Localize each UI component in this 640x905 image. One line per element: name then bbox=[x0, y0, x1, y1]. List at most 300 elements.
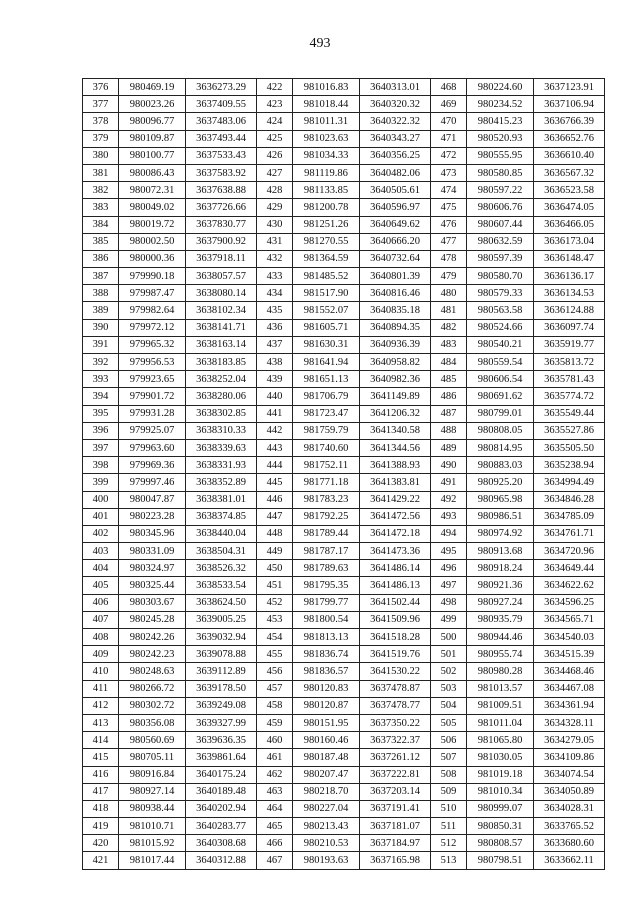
x-coordinate-cell: 980160.46 bbox=[293, 732, 360, 749]
table-row bbox=[431, 818, 605, 835]
table-row bbox=[83, 113, 257, 130]
point-number-cell: 511 bbox=[431, 818, 467, 835]
table-row bbox=[83, 96, 257, 113]
y-coordinate-cell: 3638080.14 bbox=[186, 285, 257, 302]
table-row bbox=[431, 164, 605, 181]
table-row bbox=[431, 525, 605, 542]
coordinate-table-2 bbox=[256, 78, 431, 870]
table-row bbox=[257, 405, 431, 422]
table-row bbox=[431, 422, 605, 439]
y-coordinate-cell: 3640816.46 bbox=[360, 285, 431, 302]
point-number-cell: 513 bbox=[431, 852, 467, 869]
y-coordinate-cell: 3637203.14 bbox=[360, 783, 431, 800]
point-number-cell: 383 bbox=[83, 199, 119, 216]
point-number-cell: 410 bbox=[83, 663, 119, 680]
point-number-cell: 420 bbox=[83, 835, 119, 852]
y-coordinate-cell: 3637106.94 bbox=[534, 96, 605, 113]
point-number-cell: 381 bbox=[83, 164, 119, 181]
table-row bbox=[257, 783, 431, 800]
x-coordinate-cell: 980223.28 bbox=[119, 508, 186, 525]
table-row bbox=[257, 577, 431, 594]
x-coordinate-cell: 980109.87 bbox=[119, 130, 186, 147]
x-coordinate-cell: 980187.48 bbox=[293, 749, 360, 766]
point-number-cell: 424 bbox=[257, 113, 293, 130]
y-coordinate-cell: 3634028.31 bbox=[534, 800, 605, 817]
x-coordinate-cell: 980302.72 bbox=[119, 697, 186, 714]
table-row bbox=[431, 611, 605, 628]
table-row bbox=[431, 714, 605, 731]
point-number-cell: 401 bbox=[83, 508, 119, 525]
point-number-cell: 387 bbox=[83, 268, 119, 285]
y-coordinate-cell: 3640343.27 bbox=[360, 130, 431, 147]
y-coordinate-cell: 3634565.71 bbox=[534, 611, 605, 628]
table-row bbox=[257, 766, 431, 783]
table-row bbox=[431, 79, 605, 96]
y-coordinate-cell: 3640835.18 bbox=[360, 302, 431, 319]
x-coordinate-cell: 981795.35 bbox=[293, 577, 360, 594]
x-coordinate-cell: 980234.52 bbox=[467, 96, 534, 113]
y-coordinate-cell: 3634846.28 bbox=[534, 491, 605, 508]
x-coordinate-cell: 981009.51 bbox=[467, 697, 534, 714]
point-number-cell: 446 bbox=[257, 491, 293, 508]
y-coordinate-cell: 3636766.39 bbox=[534, 113, 605, 130]
x-coordinate-cell: 979963.60 bbox=[119, 439, 186, 456]
table-row bbox=[257, 336, 431, 353]
point-number-cell: 428 bbox=[257, 182, 293, 199]
point-number-cell: 498 bbox=[431, 594, 467, 611]
x-coordinate-cell: 980913.68 bbox=[467, 543, 534, 560]
table-row bbox=[257, 79, 431, 96]
table-row bbox=[257, 96, 431, 113]
x-coordinate-cell: 981485.52 bbox=[293, 268, 360, 285]
point-number-cell: 457 bbox=[257, 680, 293, 697]
point-number-cell: 407 bbox=[83, 611, 119, 628]
table-row bbox=[431, 543, 605, 560]
coordinate-table-1 bbox=[82, 78, 257, 870]
x-coordinate-cell: 981011.04 bbox=[467, 714, 534, 731]
y-coordinate-cell: 3634361.94 bbox=[534, 697, 605, 714]
x-coordinate-cell: 981759.79 bbox=[293, 422, 360, 439]
table-row bbox=[257, 680, 431, 697]
x-coordinate-cell: 981015.92 bbox=[119, 835, 186, 852]
y-coordinate-cell: 3638526.32 bbox=[186, 560, 257, 577]
x-coordinate-cell: 980916.84 bbox=[119, 766, 186, 783]
y-coordinate-cell: 3641383.81 bbox=[360, 474, 431, 491]
y-coordinate-cell: 3638163.14 bbox=[186, 336, 257, 353]
point-number-cell: 450 bbox=[257, 560, 293, 577]
point-number-cell: 510 bbox=[431, 800, 467, 817]
y-coordinate-cell: 3640666.20 bbox=[360, 233, 431, 250]
point-number-cell: 409 bbox=[83, 646, 119, 663]
table-row bbox=[257, 439, 431, 456]
x-coordinate-cell: 980955.74 bbox=[467, 646, 534, 663]
table-row bbox=[83, 422, 257, 439]
point-number-cell: 441 bbox=[257, 405, 293, 422]
table-row bbox=[83, 611, 257, 628]
x-coordinate-cell: 980100.77 bbox=[119, 147, 186, 164]
y-coordinate-cell: 3640482.06 bbox=[360, 164, 431, 181]
point-number-cell: 385 bbox=[83, 233, 119, 250]
y-coordinate-cell: 3636136.17 bbox=[534, 268, 605, 285]
y-coordinate-cell: 3637165.98 bbox=[360, 852, 431, 869]
point-number-cell: 377 bbox=[83, 96, 119, 113]
y-coordinate-cell: 3640283.77 bbox=[186, 818, 257, 835]
point-number-cell: 491 bbox=[431, 474, 467, 491]
y-coordinate-cell: 3638504.31 bbox=[186, 543, 257, 560]
x-coordinate-cell: 980002.50 bbox=[119, 233, 186, 250]
x-coordinate-cell: 981771.18 bbox=[293, 474, 360, 491]
point-number-cell: 400 bbox=[83, 491, 119, 508]
point-number-cell: 402 bbox=[83, 525, 119, 542]
point-number-cell: 382 bbox=[83, 182, 119, 199]
point-number-cell: 476 bbox=[431, 216, 467, 233]
point-number-cell: 492 bbox=[431, 491, 467, 508]
table-row bbox=[431, 508, 605, 525]
x-coordinate-cell: 980927.24 bbox=[467, 594, 534, 611]
point-number-cell: 393 bbox=[83, 371, 119, 388]
table-row bbox=[257, 818, 431, 835]
table-row bbox=[257, 852, 431, 869]
y-coordinate-cell: 3634515.39 bbox=[534, 646, 605, 663]
x-coordinate-cell: 980324.97 bbox=[119, 560, 186, 577]
table-row bbox=[431, 182, 605, 199]
x-coordinate-cell: 980918.24 bbox=[467, 560, 534, 577]
table-row bbox=[257, 629, 431, 646]
point-number-cell: 431 bbox=[257, 233, 293, 250]
table-row bbox=[83, 508, 257, 525]
y-coordinate-cell: 3638280.06 bbox=[186, 388, 257, 405]
point-number-cell: 426 bbox=[257, 147, 293, 164]
table-row bbox=[431, 594, 605, 611]
x-coordinate-cell: 981789.44 bbox=[293, 525, 360, 542]
x-coordinate-cell: 981752.11 bbox=[293, 457, 360, 474]
point-number-cell: 490 bbox=[431, 457, 467, 474]
x-coordinate-cell: 981270.55 bbox=[293, 233, 360, 250]
point-number-cell: 468 bbox=[431, 79, 467, 96]
point-number-cell: 453 bbox=[257, 611, 293, 628]
y-coordinate-cell: 3637184.97 bbox=[360, 835, 431, 852]
table-row bbox=[257, 199, 431, 216]
table-row bbox=[257, 147, 431, 164]
x-coordinate-cell: 980356.08 bbox=[119, 714, 186, 731]
y-coordinate-cell: 3638374.85 bbox=[186, 508, 257, 525]
x-coordinate-cell: 980974.92 bbox=[467, 525, 534, 542]
table-row bbox=[83, 577, 257, 594]
table-row bbox=[431, 388, 605, 405]
x-coordinate-cell: 980814.95 bbox=[467, 439, 534, 456]
y-coordinate-cell: 3639636.35 bbox=[186, 732, 257, 749]
x-coordinate-cell: 981800.54 bbox=[293, 611, 360, 628]
x-coordinate-cell: 981019.18 bbox=[467, 766, 534, 783]
table-row bbox=[83, 646, 257, 663]
x-coordinate-cell: 980927.14 bbox=[119, 783, 186, 800]
point-number-cell: 481 bbox=[431, 302, 467, 319]
y-coordinate-cell: 3634761.71 bbox=[534, 525, 605, 542]
table-row bbox=[431, 457, 605, 474]
x-coordinate-cell: 981013.57 bbox=[467, 680, 534, 697]
table-row bbox=[431, 800, 605, 817]
x-coordinate-cell: 980218.70 bbox=[293, 783, 360, 800]
x-coordinate-cell: 981016.83 bbox=[293, 79, 360, 96]
x-coordinate-cell: 980245.28 bbox=[119, 611, 186, 628]
table-row bbox=[257, 250, 431, 267]
y-coordinate-cell: 3638141.71 bbox=[186, 319, 257, 336]
y-coordinate-cell: 3634328.11 bbox=[534, 714, 605, 731]
table-row bbox=[83, 199, 257, 216]
table-row bbox=[83, 302, 257, 319]
point-number-cell: 494 bbox=[431, 525, 467, 542]
table-row bbox=[257, 285, 431, 302]
x-coordinate-cell: 980798.51 bbox=[467, 852, 534, 869]
table-row bbox=[431, 233, 605, 250]
table-row bbox=[431, 371, 605, 388]
x-coordinate-cell: 981119.86 bbox=[293, 164, 360, 181]
table-row bbox=[431, 268, 605, 285]
point-number-cell: 399 bbox=[83, 474, 119, 491]
y-coordinate-cell: 3635774.72 bbox=[534, 388, 605, 405]
point-number-cell: 462 bbox=[257, 766, 293, 783]
y-coordinate-cell: 3639861.64 bbox=[186, 749, 257, 766]
table-row bbox=[257, 560, 431, 577]
table-row bbox=[83, 79, 257, 96]
table-row bbox=[257, 268, 431, 285]
point-number-cell: 471 bbox=[431, 130, 467, 147]
point-number-cell: 432 bbox=[257, 250, 293, 267]
point-number-cell: 440 bbox=[257, 388, 293, 405]
y-coordinate-cell: 3637222.81 bbox=[360, 766, 431, 783]
y-coordinate-cell: 3638302.85 bbox=[186, 405, 257, 422]
x-coordinate-cell: 980555.95 bbox=[467, 147, 534, 164]
x-coordinate-cell: 979925.07 bbox=[119, 422, 186, 439]
table-row bbox=[257, 474, 431, 491]
point-number-cell: 497 bbox=[431, 577, 467, 594]
x-coordinate-cell: 981010.71 bbox=[119, 818, 186, 835]
table-row bbox=[431, 147, 605, 164]
point-number-cell: 483 bbox=[431, 336, 467, 353]
point-number-cell: 435 bbox=[257, 302, 293, 319]
x-coordinate-cell: 981723.47 bbox=[293, 405, 360, 422]
table-row bbox=[431, 766, 605, 783]
y-coordinate-cell: 3640936.39 bbox=[360, 336, 431, 353]
x-coordinate-cell: 980345.96 bbox=[119, 525, 186, 542]
x-coordinate-cell: 980999.07 bbox=[467, 800, 534, 817]
point-number-cell: 436 bbox=[257, 319, 293, 336]
table-row bbox=[431, 749, 605, 766]
table-row bbox=[431, 629, 605, 646]
x-coordinate-cell: 980193.63 bbox=[293, 852, 360, 869]
y-coordinate-cell: 3634649.44 bbox=[534, 560, 605, 577]
x-coordinate-cell: 981552.07 bbox=[293, 302, 360, 319]
point-number-cell: 484 bbox=[431, 354, 467, 371]
point-number-cell: 429 bbox=[257, 199, 293, 216]
y-coordinate-cell: 3640175.24 bbox=[186, 766, 257, 783]
y-coordinate-cell: 3637900.92 bbox=[186, 233, 257, 250]
table-row bbox=[257, 319, 431, 336]
point-number-cell: 394 bbox=[83, 388, 119, 405]
y-coordinate-cell: 3636523.58 bbox=[534, 182, 605, 199]
table-row bbox=[431, 319, 605, 336]
y-coordinate-cell: 3637533.43 bbox=[186, 147, 257, 164]
y-coordinate-cell: 3640356.25 bbox=[360, 147, 431, 164]
point-number-cell: 434 bbox=[257, 285, 293, 302]
table-row bbox=[83, 783, 257, 800]
x-coordinate-cell: 980049.02 bbox=[119, 199, 186, 216]
point-number-cell: 397 bbox=[83, 439, 119, 456]
x-coordinate-cell: 981017.44 bbox=[119, 852, 186, 869]
table-row bbox=[257, 611, 431, 628]
y-coordinate-cell: 3635549.44 bbox=[534, 405, 605, 422]
point-number-cell: 482 bbox=[431, 319, 467, 336]
y-coordinate-cell: 3637409.55 bbox=[186, 96, 257, 113]
x-coordinate-cell: 980691.62 bbox=[467, 388, 534, 405]
x-coordinate-cell: 980210.53 bbox=[293, 835, 360, 852]
x-coordinate-cell: 979956.53 bbox=[119, 354, 186, 371]
y-coordinate-cell: 3636173.04 bbox=[534, 233, 605, 250]
x-coordinate-cell: 981799.77 bbox=[293, 594, 360, 611]
x-coordinate-cell: 980331.09 bbox=[119, 543, 186, 560]
x-coordinate-cell: 980808.05 bbox=[467, 422, 534, 439]
y-coordinate-cell: 3634785.09 bbox=[534, 508, 605, 525]
point-number-cell: 438 bbox=[257, 354, 293, 371]
x-coordinate-cell: 980986.51 bbox=[467, 508, 534, 525]
point-number-cell: 411 bbox=[83, 680, 119, 697]
y-coordinate-cell: 3641509.96 bbox=[360, 611, 431, 628]
y-coordinate-cell: 3637261.12 bbox=[360, 749, 431, 766]
point-number-cell: 388 bbox=[83, 285, 119, 302]
table-row bbox=[431, 491, 605, 508]
table-row bbox=[83, 130, 257, 147]
point-number-cell: 425 bbox=[257, 130, 293, 147]
x-coordinate-cell: 981065.80 bbox=[467, 732, 534, 749]
y-coordinate-cell: 3641473.36 bbox=[360, 543, 431, 560]
table-row bbox=[431, 783, 605, 800]
x-coordinate-cell: 980597.22 bbox=[467, 182, 534, 199]
point-number-cell: 461 bbox=[257, 749, 293, 766]
x-coordinate-cell: 979923.65 bbox=[119, 371, 186, 388]
point-number-cell: 421 bbox=[83, 852, 119, 869]
x-coordinate-cell: 981364.59 bbox=[293, 250, 360, 267]
x-coordinate-cell: 980303.67 bbox=[119, 594, 186, 611]
y-coordinate-cell: 3640322.32 bbox=[360, 113, 431, 130]
y-coordinate-cell: 3635781.43 bbox=[534, 371, 605, 388]
table-row bbox=[257, 354, 431, 371]
point-number-cell: 488 bbox=[431, 422, 467, 439]
table-row bbox=[257, 457, 431, 474]
y-coordinate-cell: 3638102.34 bbox=[186, 302, 257, 319]
point-number-cell: 505 bbox=[431, 714, 467, 731]
table-row bbox=[257, 130, 431, 147]
x-coordinate-cell: 980799.01 bbox=[467, 405, 534, 422]
x-coordinate-cell: 979931.28 bbox=[119, 405, 186, 422]
x-coordinate-cell: 980207.47 bbox=[293, 766, 360, 783]
x-coordinate-cell: 979982.64 bbox=[119, 302, 186, 319]
y-coordinate-cell: 3636652.76 bbox=[534, 130, 605, 147]
table-row bbox=[257, 714, 431, 731]
table-row bbox=[83, 818, 257, 835]
x-coordinate-cell: 980019.72 bbox=[119, 216, 186, 233]
table-row bbox=[83, 525, 257, 542]
table-row bbox=[257, 113, 431, 130]
point-number-cell: 507 bbox=[431, 749, 467, 766]
table-row bbox=[83, 697, 257, 714]
y-coordinate-cell: 3641486.14 bbox=[360, 560, 431, 577]
table-row bbox=[257, 422, 431, 439]
x-coordinate-cell: 980325.44 bbox=[119, 577, 186, 594]
point-number-cell: 473 bbox=[431, 164, 467, 181]
point-number-cell: 469 bbox=[431, 96, 467, 113]
table-row bbox=[431, 697, 605, 714]
y-coordinate-cell: 3639005.25 bbox=[186, 611, 257, 628]
y-coordinate-cell: 3640189.48 bbox=[186, 783, 257, 800]
y-coordinate-cell: 3636124.88 bbox=[534, 302, 605, 319]
point-number-cell: 460 bbox=[257, 732, 293, 749]
y-coordinate-cell: 3637478.87 bbox=[360, 680, 431, 697]
x-coordinate-cell: 980520.93 bbox=[467, 130, 534, 147]
y-coordinate-cell: 3636610.40 bbox=[534, 147, 605, 164]
point-number-cell: 463 bbox=[257, 783, 293, 800]
table-row bbox=[83, 663, 257, 680]
point-number-cell: 391 bbox=[83, 336, 119, 353]
x-coordinate-cell: 981740.60 bbox=[293, 439, 360, 456]
point-number-cell: 392 bbox=[83, 354, 119, 371]
point-number-cell: 512 bbox=[431, 835, 467, 852]
y-coordinate-cell: 3638331.93 bbox=[186, 457, 257, 474]
y-coordinate-cell: 3633662.11 bbox=[534, 852, 605, 869]
x-coordinate-cell: 980938.44 bbox=[119, 800, 186, 817]
y-coordinate-cell: 3640202.94 bbox=[186, 800, 257, 817]
table-row bbox=[431, 336, 605, 353]
y-coordinate-cell: 3633680.60 bbox=[534, 835, 605, 852]
point-number-cell: 422 bbox=[257, 79, 293, 96]
table-row bbox=[431, 439, 605, 456]
y-coordinate-cell: 3641472.56 bbox=[360, 508, 431, 525]
table-row bbox=[431, 285, 605, 302]
point-number-cell: 499 bbox=[431, 611, 467, 628]
table-row bbox=[431, 646, 605, 663]
y-coordinate-cell: 3634994.49 bbox=[534, 474, 605, 491]
table-row bbox=[83, 147, 257, 164]
x-coordinate-cell: 980925.20 bbox=[467, 474, 534, 491]
table-row bbox=[257, 663, 431, 680]
point-number-cell: 477 bbox=[431, 233, 467, 250]
point-number-cell: 489 bbox=[431, 439, 467, 456]
x-coordinate-cell: 980559.54 bbox=[467, 354, 534, 371]
point-number-cell: 423 bbox=[257, 96, 293, 113]
y-coordinate-cell: 3639032.94 bbox=[186, 629, 257, 646]
table-row bbox=[257, 835, 431, 852]
x-coordinate-cell: 980980.28 bbox=[467, 663, 534, 680]
x-coordinate-cell: 980850.31 bbox=[467, 818, 534, 835]
point-number-cell: 495 bbox=[431, 543, 467, 560]
y-coordinate-cell: 3641344.56 bbox=[360, 439, 431, 456]
table-row bbox=[431, 199, 605, 216]
y-coordinate-cell: 3634109.86 bbox=[534, 749, 605, 766]
table-row bbox=[257, 800, 431, 817]
y-coordinate-cell: 3637830.77 bbox=[186, 216, 257, 233]
point-number-cell: 500 bbox=[431, 629, 467, 646]
x-coordinate-cell: 980580.85 bbox=[467, 164, 534, 181]
x-coordinate-cell: 980000.36 bbox=[119, 250, 186, 267]
table-row bbox=[431, 560, 605, 577]
point-number-cell: 427 bbox=[257, 164, 293, 181]
y-coordinate-cell: 3640732.64 bbox=[360, 250, 431, 267]
x-coordinate-cell: 981630.31 bbox=[293, 336, 360, 353]
y-coordinate-cell: 3637726.66 bbox=[186, 199, 257, 216]
table-row bbox=[83, 749, 257, 766]
table-row bbox=[83, 474, 257, 491]
table-row bbox=[83, 336, 257, 353]
point-number-cell: 467 bbox=[257, 852, 293, 869]
